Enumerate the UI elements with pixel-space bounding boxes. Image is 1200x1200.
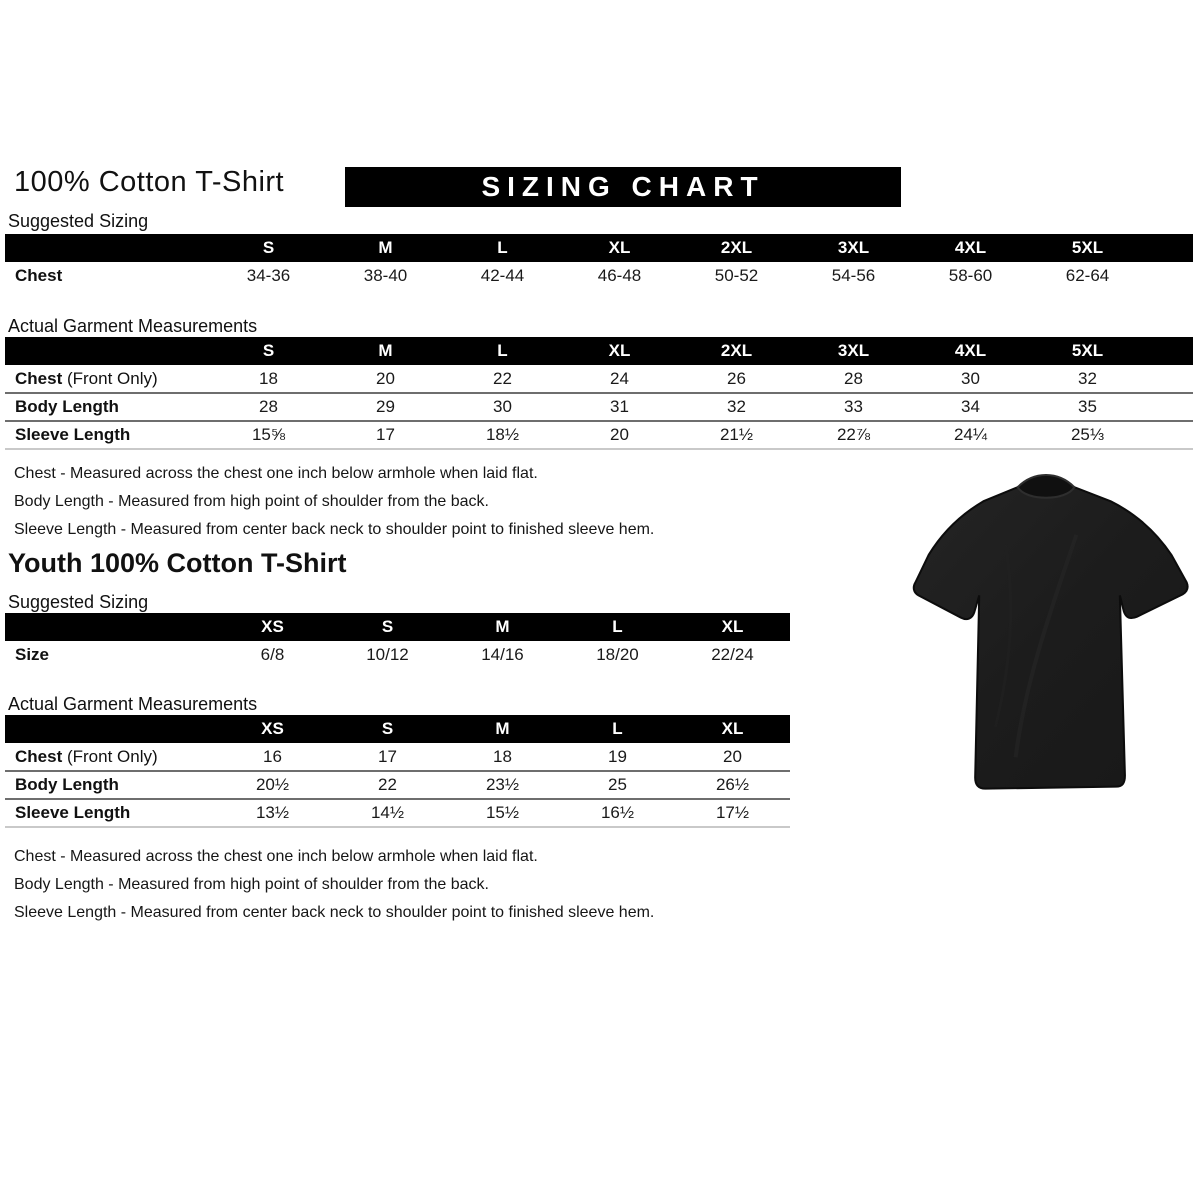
measure-cell: 20 [561,421,678,449]
measure-cell: 22 [493,368,512,388]
adult-suggested-sizing-table [5,234,1193,290]
size-col-header: S [210,337,327,365]
blank-header-cell [5,337,210,365]
size-col-header: L [444,234,561,262]
measure-cell: 17 [327,421,444,449]
filler-cell [1146,393,1193,421]
measure-cell: 10/12 [366,645,409,664]
measure-cell: 30 [961,368,980,388]
measure-cell: 17½ [675,799,790,827]
measure-cell: 13½ [215,799,330,827]
size-col-header: XL [561,337,678,365]
measure-cell: 18/20 [596,645,639,664]
table-row [5,393,1193,421]
measure-cell: 46-48 [597,266,642,285]
youth-measurement-notes [14,843,654,927]
youth-suggested-sizing-label: Suggested Sizing [8,592,149,612]
row-label-note: (Front Only) [62,746,158,766]
size-col-header: 2XL [678,234,795,262]
size-col-header: M [327,234,444,262]
measure-cell: 20 [376,368,395,388]
measure-cell: 34 [912,393,1029,421]
size-col-header: 2XL [678,337,795,365]
measure-cell: 20 [723,746,742,766]
size-col-header: L [560,613,675,641]
table-row [5,771,790,799]
size-col-header: M [327,337,444,365]
measure-cell: 24¼ [912,421,1029,449]
measure-cell: 24 [610,368,629,388]
measure-cell: 16½ [560,799,675,827]
row-label-text: Body Length [15,397,119,416]
measure-cell: 14½ [330,799,445,827]
youth-suggested-sizing-table [5,613,790,669]
filler-cell [1146,421,1193,449]
measure-cell: 23½ [445,771,560,799]
size-col-header: XL [675,613,790,641]
note-line: Sleeve Length - Measured from center back neck to shoulder point to finished sleeve hem. [14,521,655,538]
table-row [5,365,1193,393]
row-label [5,743,215,771]
measure-cell: 62-64 [1065,266,1110,285]
row-label-text: Body Length [15,775,119,794]
measure-cell: 17 [378,746,397,766]
filler-cell [1146,365,1193,393]
measure-cell: 15⅝ [210,421,327,449]
table-header-row [5,337,1193,365]
adult-actual-measurements-label: Actual Garment Measurements [8,316,258,336]
measure-cell: 14/16 [481,645,524,664]
filler-header-cell [1146,234,1193,262]
size-col-header: M [445,613,560,641]
size-col-header: 5XL [1029,234,1146,262]
measure-cell: 18 [493,746,512,766]
table-header-row [5,613,790,641]
row-label [5,421,210,449]
table-row [5,262,1193,290]
measure-cell: 22⅞ [795,421,912,449]
size-col-header: L [444,337,561,365]
measure-cell: 20½ [215,771,330,799]
tshirt-collar [1018,475,1075,498]
note-line: Body Length - Measured from high point of shoulder from the back. [14,876,489,893]
measure-cell: 22/24 [711,645,754,664]
sizing-chart-banner: SIZING CHART [345,167,901,207]
tshirt-illustration [893,474,1199,818]
measure-cell: 16 [263,746,282,766]
size-col-header: M [445,715,560,743]
measure-cell: 25⅓ [1029,421,1146,449]
size-col-header: XL [561,234,678,262]
size-col-header: S [330,613,445,641]
measure-cell: 35 [1029,393,1146,421]
measure-cell: 38-40 [363,266,408,285]
measure-cell: 19 [608,746,627,766]
size-col-header: L [560,715,675,743]
tshirt-body [914,481,1188,789]
table-row [5,641,790,669]
measure-cell: 54-56 [831,266,876,285]
blank-header-cell [5,715,215,743]
size-col-header: S [330,715,445,743]
measure-cell: 28 [844,368,863,388]
size-col-header: S [210,234,327,262]
measure-cell: 26½ [675,771,790,799]
adult-measurement-notes [14,460,654,544]
size-col-header: 3XL [795,234,912,262]
measure-cell: 42-44 [480,266,525,285]
filler-cell [1146,262,1193,290]
row-label [5,393,210,421]
measure-cell: 25 [560,771,675,799]
measure-cell: 26 [727,368,746,388]
row-label-text: Chest [15,368,63,388]
size-col-header: 3XL [795,337,912,365]
size-col-header: 4XL [912,337,1029,365]
measure-cell: 21½ [678,421,795,449]
table-row [5,421,1193,449]
adult-product-title: 100% Cotton T-Shirt [14,166,285,198]
tshirt-photo [893,474,1199,818]
measure-cell: 28 [210,393,327,421]
row-label-note: (Front Only) [62,368,158,388]
measure-cell: 6/8 [260,645,285,664]
measure-cell: 30 [444,393,561,421]
row-label-text: Sleeve Length [15,803,131,822]
measure-cell: 18 [259,368,278,388]
row-label-text: Sleeve Length [15,425,131,444]
measure-cell: 15½ [445,799,560,827]
size-col-header: 5XL [1029,337,1146,365]
size-col-header: XS [215,715,330,743]
size-col-header: XL [675,715,790,743]
size-col-header: XS [215,613,330,641]
note-line: Body Length - Measured from high point of shoulder from the back. [14,493,489,510]
row-label [5,799,215,827]
row-label: Size [15,645,50,664]
adult-actual-measurements-table [5,337,1193,450]
blank-header-cell [5,613,215,641]
row-label [5,365,210,393]
youth-actual-measurements-label: Actual Garment Measurements [8,694,258,714]
youth-actual-measurements-table [5,715,790,828]
measure-cell: 18½ [444,421,561,449]
measure-cell: 29 [327,393,444,421]
measure-cell: 33 [795,393,912,421]
blank-header-cell [5,234,210,262]
measure-cell: 58-60 [948,266,993,285]
measure-cell: 31 [561,393,678,421]
measure-cell: 32 [1078,368,1097,388]
measure-cell: 34-36 [246,266,291,285]
measure-cell: 50-52 [714,266,759,285]
note-line: Chest - Measured across the chest one inch below armhole when laid flat. [14,848,538,865]
row-label [5,771,215,799]
note-line: Sleeve Length - Measured from center back neck to shoulder point to finished sleeve hem. [14,904,655,921]
table-header-row [5,234,1193,262]
youth-product-title: Youth 100% Cotton T-Shirt [8,548,347,578]
table-row [5,799,790,827]
table-row [5,743,790,771]
table-header-row [5,715,790,743]
filler-header-cell [1146,337,1193,365]
note-line: Chest - Measured across the chest one inch below armhole when laid flat. [14,465,538,482]
measure-cell: 22 [330,771,445,799]
adult-suggested-sizing-label: Suggested Sizing [8,211,149,231]
row-label: Chest [15,266,63,285]
row-label-text: Chest [15,746,63,766]
size-col-header: 4XL [912,234,1029,262]
measure-cell: 32 [678,393,795,421]
